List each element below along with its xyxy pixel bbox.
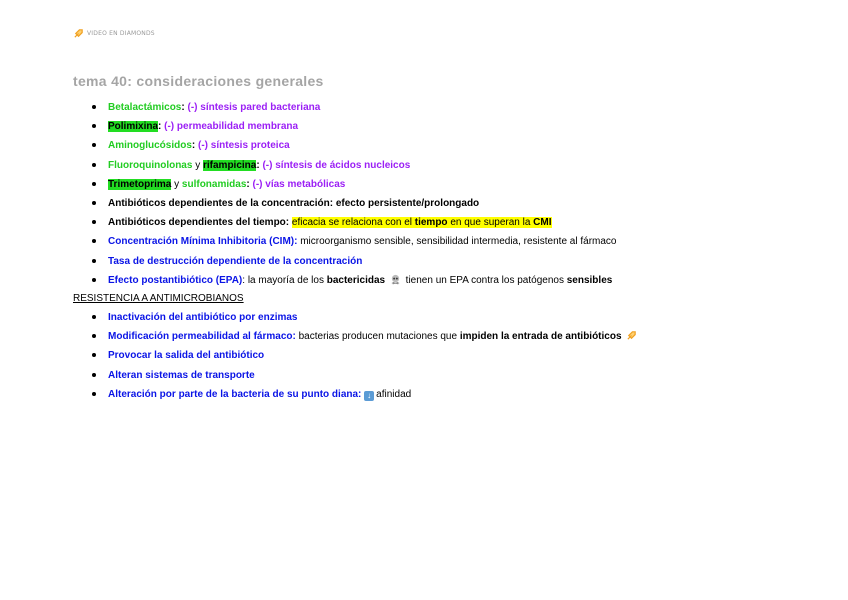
list-item: Alteración por parte de la bacteria de su punto diana: ↓ afinidad — [92, 385, 812, 404]
list-item: Inactivación del antibiótico por enzimas — [92, 308, 812, 327]
list-item: Trimetoprima y sulfonamidas: (-) vías metabólicas — [92, 175, 812, 194]
list-item: Aminoglucósidos: (-) síntesis proteica — [92, 136, 812, 155]
list-item: Provocar la salida del antibiótico — [92, 346, 812, 365]
skull-icon — [390, 274, 401, 285]
list-resistance — [92, 308, 812, 404]
list-item: Alteran sistemas de transporte — [92, 366, 812, 385]
page-header — [73, 28, 155, 39]
rocket-icon — [626, 330, 637, 341]
list-item: Betalactámicos: (-) síntesis pared bacteriana — [92, 98, 812, 117]
list-item: Modificación permeabilidad al fármaco: bacterias producen mutaciones que impiden la entrada de antibióticos — [92, 327, 812, 346]
list-item: Antibióticos dependientes del tiempo: eficacia se relaciona con el tiempo en que superan la CMI — [92, 213, 812, 232]
list-item: Antibióticos dependientes de la concentración: efecto persistente/prolongado — [92, 194, 812, 213]
down-arrow-icon: ↓ — [364, 391, 374, 401]
list-item: Tasa de destrucción dependiente de la concentración — [92, 252, 812, 271]
page-title: tema 40: consideraciones generales — [73, 73, 324, 89]
list-item: Polimixina: (-) permeabilidad membrana — [92, 117, 812, 136]
list-item: Concentración Mínima Inhibitoria (CIM): microorganismo sensible, sensibilidad intermedia, resistente al fármaco — [92, 232, 812, 251]
header-text: VIDEO EN DIAMONDS — [87, 30, 155, 37]
rocket-icon — [73, 28, 84, 39]
list-mechanisms — [92, 98, 812, 290]
list-item: Fluoroquinolonas y rifampicina: (-) síntesis de ácidos nucleicos — [92, 156, 812, 175]
section-title-resistencia: RESISTENCIA A ANTIMICROBIANOS — [73, 293, 244, 304]
list-item: Efecto postantibiótico (EPA): la mayoría de los bactericidas tienen un EPA contra los patógenos sensibles — [92, 271, 812, 290]
